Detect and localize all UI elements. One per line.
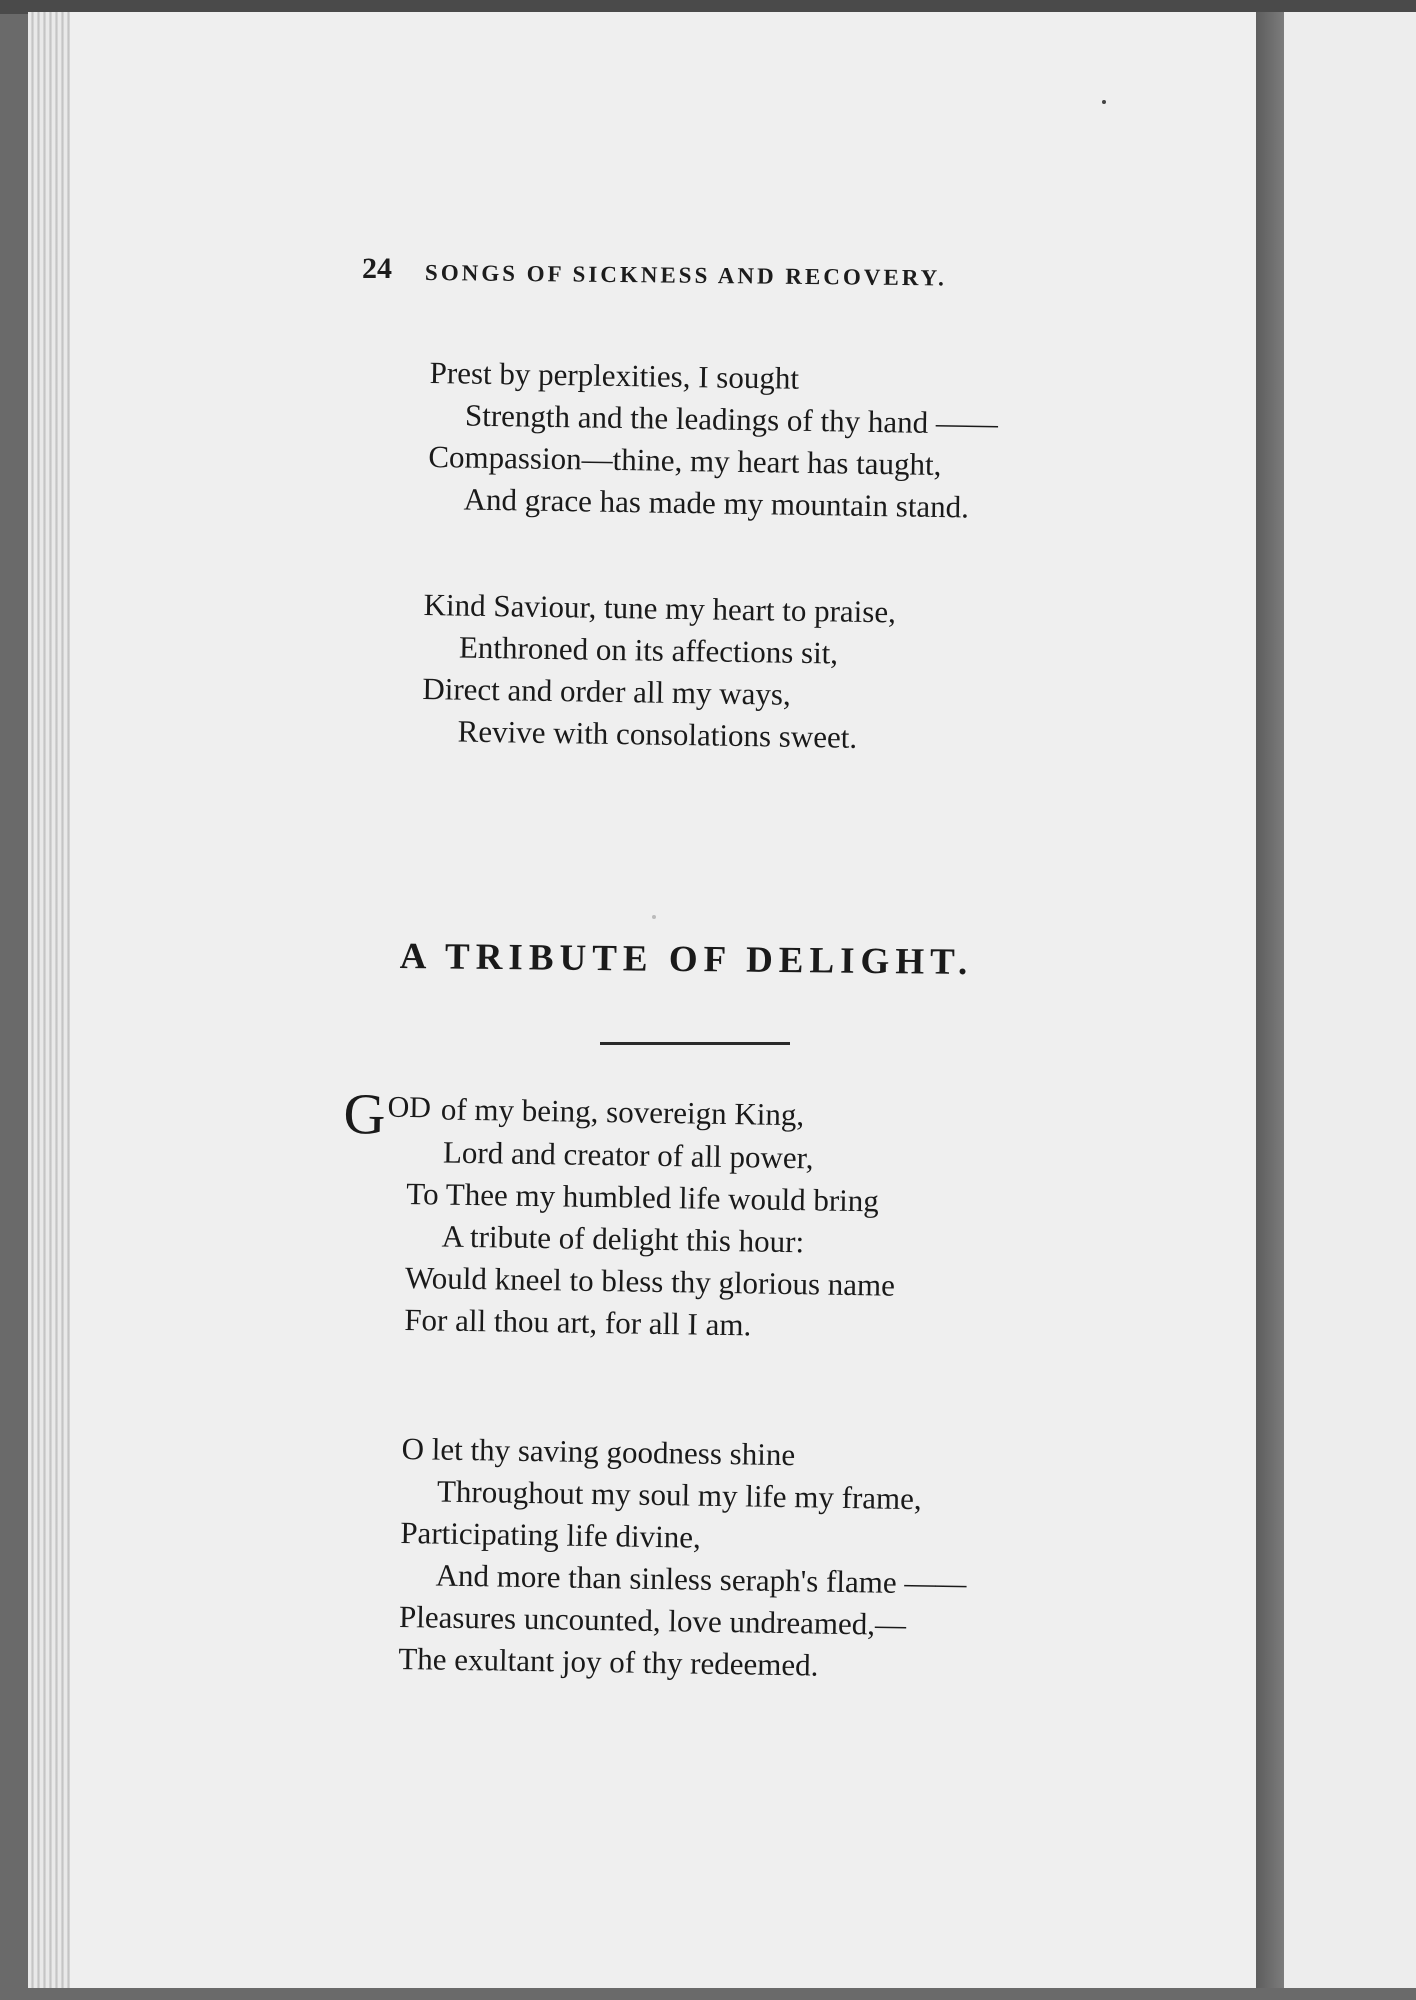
ink-speck (1102, 100, 1106, 104)
verse-line: Pleasures uncounted, love undreamed,— (398, 1598, 907, 1642)
stanza-continued-1 (427, 352, 999, 529)
verse-line: Kind Saviour, tune my heart to praise, (423, 586, 897, 630)
verse-line: Prest by perplexities, I sought (429, 354, 800, 396)
verse-line: The exultant joy of thy redeemed. (398, 1640, 819, 1683)
verse-line: Revive with consolations sweet. (457, 713, 858, 755)
verse-line: To Thee my humbled life would bring (406, 1175, 880, 1219)
verse-line: For all thou art, for all I am. (404, 1301, 752, 1343)
first-word-smallcaps: OD (387, 1090, 432, 1125)
ink-speck (652, 915, 656, 919)
verse-line: A tribute of delight this hour: (441, 1218, 805, 1260)
verse-line: Would kneel to bless thy glorious name (404, 1259, 896, 1303)
verse-line: Direct and order all my ways, (422, 670, 792, 712)
verse-line: Participating life divine, (400, 1514, 702, 1555)
book-page (70, 12, 1260, 1988)
verse-line: Compassion—thine, my heart has taught, (428, 438, 942, 483)
page-number: 24 (362, 252, 392, 285)
verse-line: O let thy saving goodness shine (401, 1430, 796, 1473)
poem-title: A TRIBUTE OF DELIGHT. (399, 935, 974, 984)
verse-line: Strength and the leadings of thy hand —— (464, 397, 999, 441)
stanza-continued-2 (421, 584, 896, 759)
drop-cap-letter: G (343, 1080, 386, 1147)
verse-line: Enthroned on its affections sit, (458, 629, 839, 671)
verse-line: And more than sinless seraph's flame —— (435, 1557, 967, 1601)
title-divider-rule (600, 1042, 790, 1045)
poem-stanza-1 (343, 1080, 898, 1349)
book-gutter (1256, 12, 1284, 1988)
poem-stanza-2 (398, 1428, 969, 1689)
first-line-text: of my being, sovereign King, (440, 1091, 805, 1133)
verse-line: Lord and creator of all power, (442, 1134, 814, 1176)
verse-line: Throughout my soul my life my frame, (436, 1473, 922, 1517)
verse-line: And grace has made my mountain stand. (463, 481, 970, 525)
verse-line-first (343, 1080, 898, 1147)
facing-page-edge (1284, 12, 1416, 1988)
running-title: SONGS OF SICKNESS AND RECOVERY. (424, 260, 947, 291)
